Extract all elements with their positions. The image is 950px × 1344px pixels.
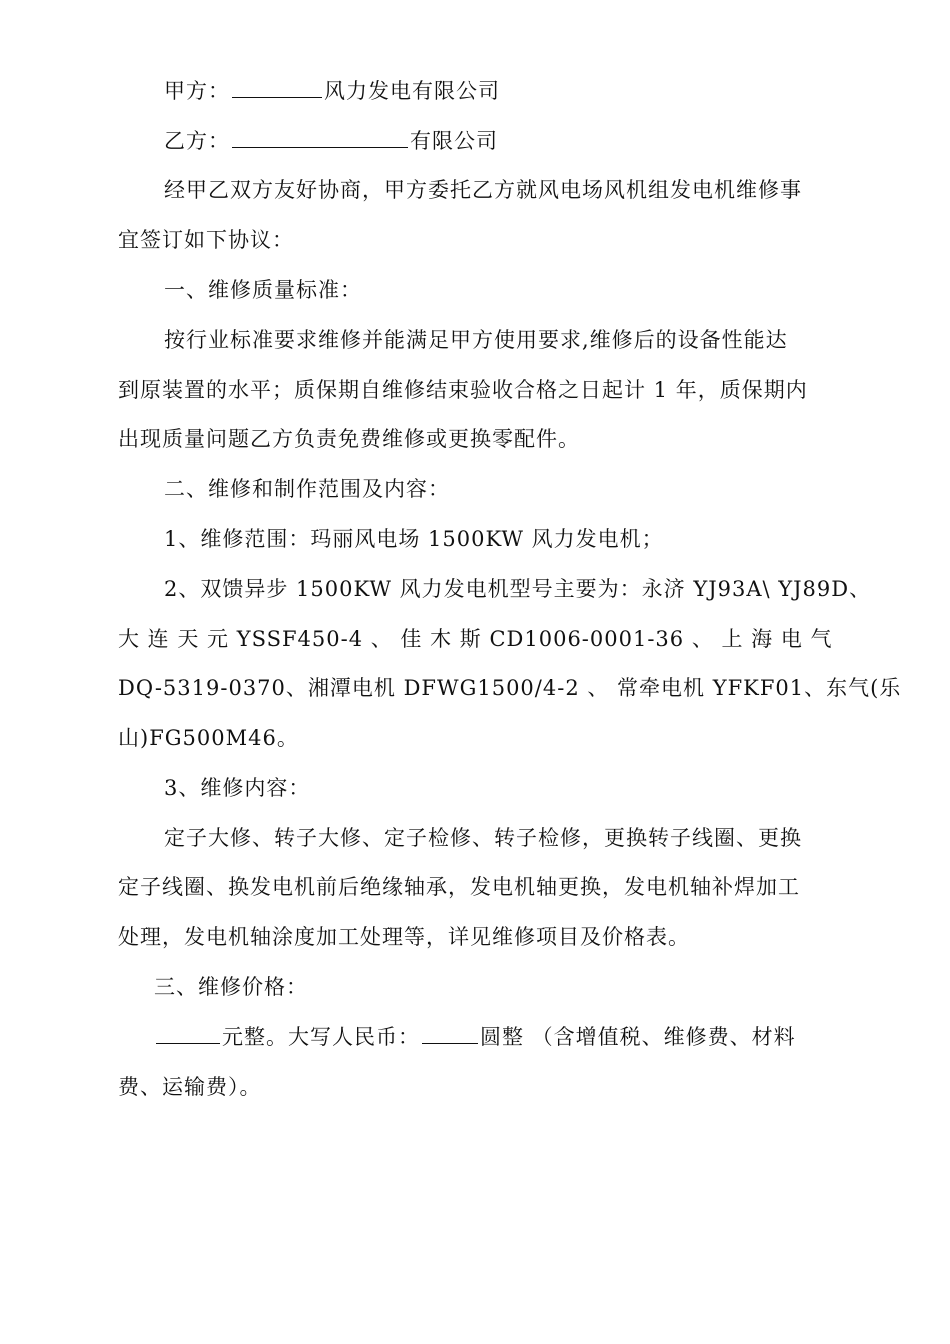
section2-item-2-line-2: 大 连 天 元 YSSF450-4 、 佳 木 斯 CD1006-0001-36 、 上 海 电 气: [118, 627, 833, 651]
section2-item-1: 1、维修范围：玛丽风电场 1500KW 风力发电机；: [164, 527, 664, 551]
section2-item-3-line-3: 处理，发电机轴涂度加工处理等，详见维修项目及价格表。: [118, 925, 690, 949]
section3-line-2: 费、运输费）。: [118, 1075, 262, 1099]
section2-item-2-line-4: 山)FG500M46。: [118, 726, 299, 750]
section3-price-line: [118, 1012, 854, 1062]
party-b-label: 乙方：: [164, 129, 230, 153]
party-a-label: 甲方：: [164, 79, 230, 103]
intro-line-1: 经甲乙双方友好协商，甲方委托乙方就风电场风机组发电机维修事: [164, 178, 802, 202]
section1-heading: 一、维修质量标准：: [164, 278, 362, 302]
price-uppercase-blank: [422, 1025, 478, 1044]
section1-line-2: 到原装置的水平；质保期自维修结束验收合格之日起计 1 年，质保期内: [118, 378, 808, 402]
party-a-suffix: 风力发电有限公司: [324, 79, 500, 103]
party-b-suffix: 有限公司: [410, 129, 498, 153]
party-a-line: [118, 66, 864, 116]
section2-item-2-line-1: 2、双馈异步 1500KW 风力发电机型号主要为：永济 YJ93A\ YJ89D、: [164, 577, 872, 601]
section2-item-3-line-2: 定子线圈、换发电机前后绝缘轴承，发电机轴更换，发电机轴补焊加工: [118, 875, 800, 899]
party-a-blank: [232, 79, 322, 98]
section1-line-3: 出现质量问题乙方负责免费维修或更换零配件。: [118, 427, 580, 451]
party-b-blank: [232, 129, 408, 148]
price-part-1: 元整。大写人民币：: [222, 1025, 420, 1049]
intro-line-2: 宜签订如下协议：: [118, 228, 294, 252]
section2-item-3-heading: 3、维修内容：: [164, 776, 311, 800]
section2-item-2-line-3: DQ-5319-0370、湘潭电机 DFWG1500/4-2 、 常牵电机 YFKF01、东气(乐: [118, 676, 902, 700]
section3-heading: 三、维修价格：: [154, 975, 308, 999]
section2-heading: 二、维修和制作范围及内容：: [164, 477, 450, 501]
price-amount-blank: [156, 1025, 220, 1044]
price-part-2: 圆整 （含增值税、维修费、材料: [480, 1025, 796, 1049]
section1-line-1: 按行业标准要求维修并能满足甲方使用要求,维修后的设备性能达: [164, 328, 788, 352]
party-b-line: [118, 116, 864, 166]
section2-item-3-line-1: 定子大修、转子大修、定子检修、转子检修，更换转子线圈、更换: [164, 826, 802, 850]
